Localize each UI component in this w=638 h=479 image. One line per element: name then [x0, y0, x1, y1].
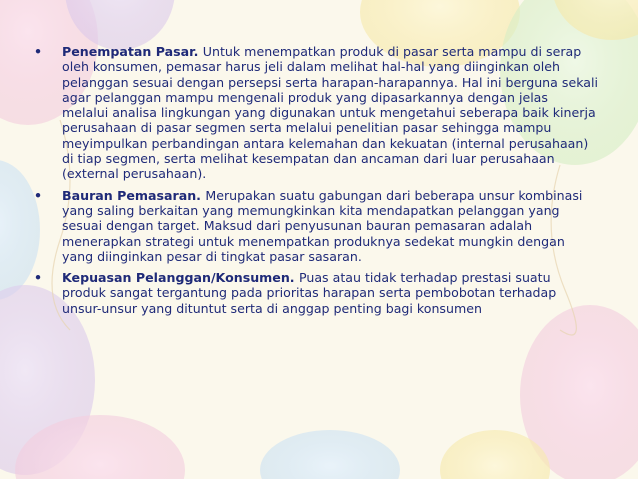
- balloon-shape: [260, 430, 400, 479]
- bullet-icon: •: [34, 187, 43, 203]
- bullet-list: [28, 44, 598, 316]
- bullet-icon: •: [34, 270, 43, 286]
- bullet-icon: •: [34, 44, 43, 59]
- bullet-item-penempatan-pasar: [28, 44, 598, 182]
- bullet-heading: Bauran Pemasaran.: [62, 187, 206, 203]
- bullet-body: Puas atau tidak terhadap prestasi suatu produk sangat tergantung pada prioritas harapan serta pembobotan terhadap unsur-unsur yang dituntut serta di anggap penting bagi konsumen: [62, 270, 557, 316]
- bullet-body: Merupakan suatu gabungan dari beberapa unsur kombinasi yang saling berkaitan yang memungkinkan kita mendapatkan pelanggan yang sesuai dengan target. Maksud dari penyusunan bauran pemasaran adalah menerapkan strategi untuk menempatkan produknya sedekat mungkin dengan yang diinginkan pesar di tingkat pasar sasaran.: [62, 187, 583, 264]
- slide-content: [28, 44, 598, 322]
- bullet-heading: Penempatan Pasar.: [62, 44, 203, 59]
- bullet-item-kepuasan-pelanggan: [28, 270, 598, 316]
- bullet-item-bauran-pemasaran: [28, 188, 598, 264]
- bullet-heading: Kepuasan Pelanggan/Konsumen.: [62, 270, 299, 286]
- bullet-body: Untuk menempatkan produk di pasar serta mampu di serap oleh konsumen, pemasar harus jeli dalam melihat hal-hal yang diinginkan oleh pelanggan sesuai dengan persepsi serta harapan-harapannya. Hal ini berguna sekali agar pelanggan mampu mengenali produk yang dipasarkannya dengan jelas melalui analisa lingkungan yang digunakan untuk mengetahui seberapa baik kinerja perusahaan di pasar segmen serta melalui penelitian pasar sehingga mampu meyimpulkan perbandingan antara kelemahan dan kekuatan (internal perusahaan) di tiap segmen, serta melihat kesempatan dan ancaman dari luar perusahaan (external perusahaan).: [62, 44, 598, 182]
